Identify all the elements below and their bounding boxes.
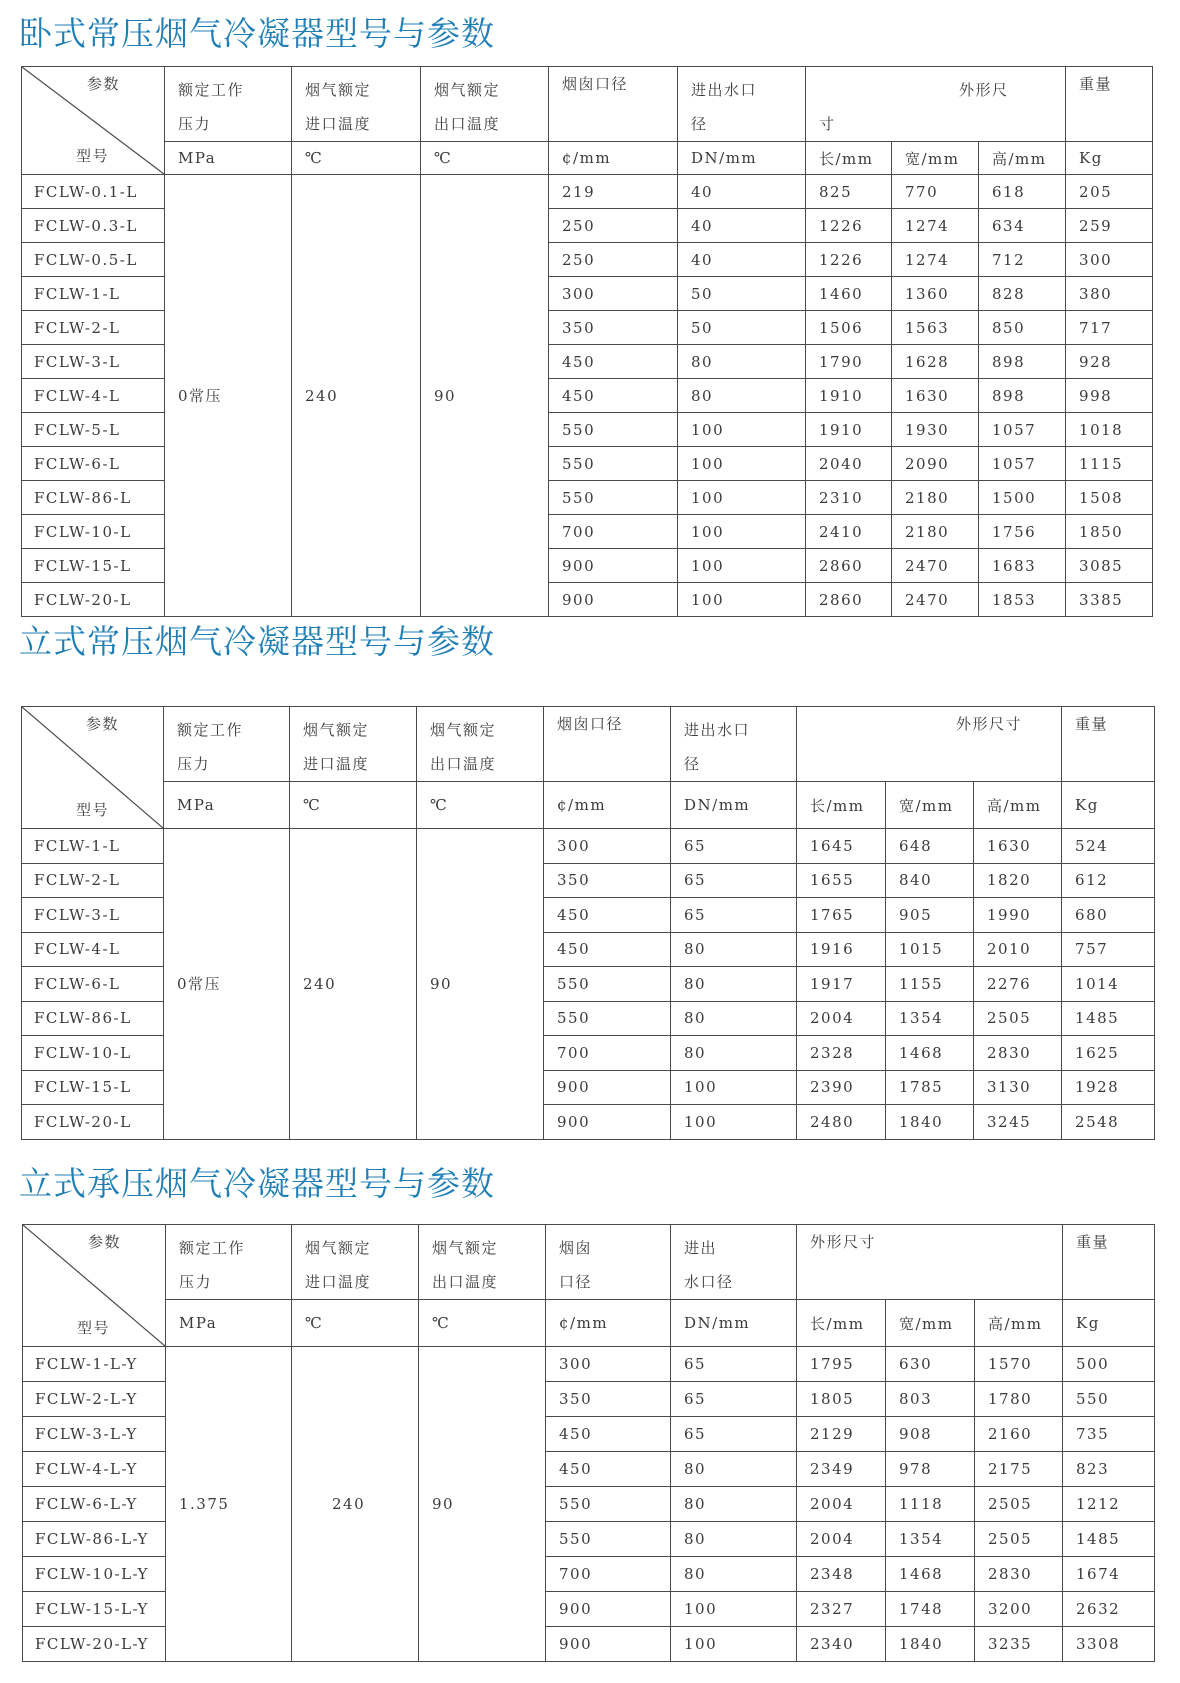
flue-diameter-cell: 550 <box>544 967 671 1002</box>
inlet-temp-cell: 240 <box>292 1347 419 1662</box>
height-cell: 3200 <box>975 1592 1063 1627</box>
water-port-cell: 65 <box>671 898 797 933</box>
water-port-cell: 100 <box>678 549 806 583</box>
height-cell: 898 <box>979 345 1066 379</box>
unit-height: 高/mm <box>974 782 1062 829</box>
model-cell: FCLW-0.1-L <box>22 175 165 209</box>
width-cell: 1468 <box>886 1036 974 1071</box>
width-cell: 1274 <box>892 243 979 277</box>
length-cell: 2327 <box>797 1592 886 1627</box>
unit-flue: ¢/mm <box>549 142 678 175</box>
header-flue: 烟囱口径 <box>544 707 671 782</box>
weight-cell: 823 <box>1063 1452 1155 1487</box>
width-cell: 1840 <box>886 1105 974 1140</box>
weight-cell: 612 <box>1062 863 1155 898</box>
model-cell: FCLW-0.3-L <box>22 209 165 243</box>
param-label: 参数 <box>87 1233 121 1251</box>
water-port-cell: 80 <box>671 1036 797 1071</box>
flue-diameter-cell: 550 <box>544 1001 671 1036</box>
header-pressure: 额定工作 压力 <box>165 67 292 142</box>
weight-cell: 1485 <box>1063 1522 1155 1557</box>
length-cell: 2129 <box>797 1417 886 1452</box>
unit-water: DN/mm <box>671 782 797 829</box>
width-cell: 648 <box>886 829 974 864</box>
water-port-cell: 65 <box>671 1382 797 1417</box>
unit-weight: Kg <box>1062 782 1155 829</box>
model-label: 型号 <box>77 1319 111 1337</box>
header-dims: 外形尺寸 <box>797 707 1062 782</box>
model-cell: FCLW-4-L-Y <box>23 1452 166 1487</box>
height-cell: 2276 <box>974 967 1062 1002</box>
height-cell: 1683 <box>979 549 1066 583</box>
width-cell: 1785 <box>886 1070 974 1105</box>
flue-diameter-cell: 300 <box>546 1347 671 1382</box>
length-cell: 2310 <box>806 481 892 515</box>
length-cell: 1226 <box>806 243 892 277</box>
table-row <box>23 1347 1155 1382</box>
unit-water: DN/mm <box>671 1300 797 1347</box>
weight-cell: 300 <box>1066 243 1153 277</box>
flue-diameter-cell: 700 <box>544 1036 671 1071</box>
water-port-cell: 40 <box>678 243 806 277</box>
width-cell: 2090 <box>892 447 979 481</box>
unit-weight: Kg <box>1066 142 1153 175</box>
length-cell: 2480 <box>797 1105 886 1140</box>
width-cell: 908 <box>886 1417 975 1452</box>
model-cell: FCLW-20-L <box>22 583 165 617</box>
flue-diameter-cell: 900 <box>549 583 678 617</box>
corner-header <box>22 67 165 175</box>
length-cell: 1795 <box>797 1347 886 1382</box>
water-port-cell: 40 <box>678 175 806 209</box>
model-cell: FCLW-6-L <box>22 447 165 481</box>
inlet-temp-cell: 240 <box>290 829 417 1140</box>
width-cell: 630 <box>886 1347 975 1382</box>
height-cell: 3130 <box>974 1070 1062 1105</box>
water-port-cell: 80 <box>678 345 806 379</box>
water-port-cell: 80 <box>671 1522 797 1557</box>
model-cell: FCLW-86-L-Y <box>23 1522 166 1557</box>
height-cell: 1756 <box>979 515 1066 549</box>
flue-diameter-cell: 350 <box>544 863 671 898</box>
weight-cell: 205 <box>1066 175 1153 209</box>
water-port-cell: 80 <box>671 967 797 1002</box>
water-port-cell: 100 <box>678 481 806 515</box>
flue-diameter-cell: 900 <box>546 1592 671 1627</box>
length-cell: 1910 <box>806 379 892 413</box>
weight-cell: 1115 <box>1066 447 1153 481</box>
param-label: 参数 <box>85 715 119 733</box>
flue-diameter-cell: 450 <box>546 1417 671 1452</box>
width-cell: 1628 <box>892 345 979 379</box>
unit-inlet-temp: ℃ <box>292 1300 419 1347</box>
flue-diameter-cell: 550 <box>549 413 678 447</box>
model-cell: FCLW-86-L <box>22 1001 164 1036</box>
pressure-cell: 1.375 <box>166 1347 292 1662</box>
unit-inlet-temp: ℃ <box>290 782 417 829</box>
water-port-cell: 80 <box>671 932 797 967</box>
height-cell: 828 <box>979 277 1066 311</box>
water-port-cell: 100 <box>671 1627 797 1662</box>
length-cell: 1506 <box>806 311 892 345</box>
outlet-temp-cell: 90 <box>419 1347 546 1662</box>
model-cell: FCLW-10-L-Y <box>23 1557 166 1592</box>
unit-width: 宽/mm <box>886 782 974 829</box>
inlet-temp-cell: 240 <box>292 175 421 617</box>
section-title-vertical-pressurized: 立式承压烟气冷凝器型号与参数 <box>19 1164 495 1203</box>
flue-diameter-cell: 250 <box>549 243 678 277</box>
height-cell: 1853 <box>979 583 1066 617</box>
width-cell: 1354 <box>886 1522 975 1557</box>
length-cell: 2860 <box>806 583 892 617</box>
length-cell: 1765 <box>797 898 886 933</box>
header-water: 进出水口 径 <box>671 707 797 782</box>
table-row <box>22 829 1155 864</box>
height-cell: 2160 <box>975 1417 1063 1452</box>
header-pressure: 额定工作 压力 <box>166 1225 292 1300</box>
header-inlet-temp: 烟气额定 进口温度 <box>290 707 417 782</box>
width-cell: 770 <box>892 175 979 209</box>
model-cell: FCLW-15-L <box>22 549 165 583</box>
water-port-cell: 100 <box>678 515 806 549</box>
water-port-cell: 100 <box>678 413 806 447</box>
height-cell: 3245 <box>974 1105 1062 1140</box>
height-cell: 3235 <box>975 1627 1063 1662</box>
water-port-cell: 50 <box>678 311 806 345</box>
water-port-cell: 80 <box>671 1001 797 1036</box>
weight-cell: 757 <box>1062 932 1155 967</box>
height-cell: 898 <box>979 379 1066 413</box>
water-port-cell: 40 <box>678 209 806 243</box>
width-cell: 2470 <box>892 583 979 617</box>
model-cell: FCLW-4-L <box>22 932 164 967</box>
weight-cell: 735 <box>1063 1417 1155 1452</box>
header-dims: 外形尺 寸 <box>806 67 1066 142</box>
weight-cell: 3085 <box>1066 549 1153 583</box>
header-pressure: 额定工作 压力 <box>164 707 290 782</box>
weight-cell: 998 <box>1066 379 1153 413</box>
header-outlet-temp: 烟气额定 出口温度 <box>419 1225 546 1300</box>
width-cell: 1840 <box>886 1627 975 1662</box>
model-cell: FCLW-86-L <box>22 481 165 515</box>
outlet-temp-cell: 90 <box>417 829 544 1140</box>
flue-diameter-cell: 550 <box>549 481 678 515</box>
water-port-cell: 100 <box>671 1070 797 1105</box>
flue-diameter-cell: 350 <box>546 1382 671 1417</box>
model-cell: FCLW-2-L-Y <box>23 1382 166 1417</box>
unit-outlet-temp: ℃ <box>419 1300 546 1347</box>
model-cell: FCLW-3-L <box>22 345 165 379</box>
width-cell: 840 <box>886 863 974 898</box>
water-port-cell: 50 <box>678 277 806 311</box>
header-weight: 重量 <box>1066 67 1153 142</box>
length-cell: 1226 <box>806 209 892 243</box>
length-cell: 1917 <box>797 967 886 1002</box>
flue-diameter-cell: 450 <box>549 345 678 379</box>
model-cell: FCLW-0.5-L <box>22 243 165 277</box>
header-dims: 外形尺寸 <box>797 1225 1063 1300</box>
length-cell: 2040 <box>806 447 892 481</box>
water-port-cell: 100 <box>671 1105 797 1140</box>
unit-pressure: MPa <box>164 782 290 829</box>
flue-diameter-cell: 550 <box>546 1487 671 1522</box>
corner-header <box>22 707 164 829</box>
weight-cell: 550 <box>1063 1382 1155 1417</box>
model-cell: FCLW-10-L <box>22 1036 164 1071</box>
table-row <box>22 175 1153 209</box>
length-cell: 2340 <box>797 1627 886 1662</box>
width-cell: 1155 <box>886 967 974 1002</box>
flue-diameter-cell: 450 <box>544 932 671 967</box>
header-inlet-temp: 烟气额定 进口温度 <box>292 1225 419 1300</box>
height-cell: 1570 <box>975 1347 1063 1382</box>
height-cell: 2505 <box>974 1001 1062 1036</box>
length-cell: 2349 <box>797 1452 886 1487</box>
width-cell: 1630 <box>892 379 979 413</box>
height-cell: 1630 <box>974 829 1062 864</box>
unit-outlet-temp: ℃ <box>421 142 549 175</box>
width-cell: 1930 <box>892 413 979 447</box>
width-cell: 2180 <box>892 515 979 549</box>
model-cell: FCLW-3-L-Y <box>23 1417 166 1452</box>
weight-cell: 1212 <box>1063 1487 1155 1522</box>
section-title-vertical-atmospheric: 立式常压烟气冷凝器型号与参数 <box>19 622 495 661</box>
unit-pressure: MPa <box>165 142 292 175</box>
length-cell: 1916 <box>797 932 886 967</box>
width-cell: 905 <box>886 898 974 933</box>
flue-diameter-cell: 900 <box>544 1070 671 1105</box>
weight-cell: 1625 <box>1062 1036 1155 1071</box>
length-cell: 1645 <box>797 829 886 864</box>
flue-diameter-cell: 900 <box>544 1105 671 1140</box>
unit-length: 长/mm <box>797 1300 886 1347</box>
weight-cell: 3385 <box>1066 583 1153 617</box>
unit-outlet-temp: ℃ <box>417 782 544 829</box>
water-port-cell: 80 <box>671 1557 797 1592</box>
spec-table-horizontal-atmospheric <box>21 66 1153 617</box>
flue-diameter-cell: 900 <box>546 1627 671 1662</box>
length-cell: 2390 <box>797 1070 886 1105</box>
unit-weight: Kg <box>1063 1300 1155 1347</box>
header-weight: 重量 <box>1063 1225 1155 1300</box>
water-port-cell: 65 <box>671 1347 797 1382</box>
width-cell: 1015 <box>886 932 974 967</box>
water-port-cell: 65 <box>671 1417 797 1452</box>
weight-cell: 1850 <box>1066 515 1153 549</box>
model-cell: FCLW-5-L <box>22 413 165 447</box>
length-cell: 2004 <box>797 1001 886 1036</box>
flue-diameter-cell: 350 <box>549 311 678 345</box>
water-port-cell: 80 <box>671 1487 797 1522</box>
outlet-temp-cell: 90 <box>421 175 549 617</box>
unit-length: 长/mm <box>806 142 892 175</box>
height-cell: 1780 <box>975 1382 1063 1417</box>
height-cell: 1057 <box>979 413 1066 447</box>
weight-cell: 1485 <box>1062 1001 1155 1036</box>
model-cell: FCLW-20-L-Y <box>23 1627 166 1662</box>
water-port-cell: 100 <box>671 1592 797 1627</box>
water-port-cell: 100 <box>678 447 806 481</box>
model-cell: FCLW-1-L <box>22 277 165 311</box>
height-cell: 2010 <box>974 932 1062 967</box>
section-title-horizontal-atmospheric: 卧式常压烟气冷凝器型号与参数 <box>19 14 495 53</box>
weight-cell: 380 <box>1066 277 1153 311</box>
width-cell: 1354 <box>886 1001 974 1036</box>
header-water: 进出 水口径 <box>671 1225 797 1300</box>
length-cell: 2004 <box>797 1487 886 1522</box>
weight-cell: 680 <box>1062 898 1155 933</box>
model-cell: FCLW-10-L <box>22 515 165 549</box>
water-port-cell: 80 <box>678 379 806 413</box>
height-cell: 1820 <box>974 863 1062 898</box>
width-cell: 1748 <box>886 1592 975 1627</box>
unit-height: 高/mm <box>975 1300 1063 1347</box>
water-port-cell: 80 <box>671 1452 797 1487</box>
width-cell: 2470 <box>892 549 979 583</box>
model-cell: FCLW-3-L <box>22 898 164 933</box>
header-flue: 烟囱口径 <box>549 67 678 142</box>
length-cell: 2328 <box>797 1036 886 1071</box>
height-cell: 1990 <box>974 898 1062 933</box>
model-label: 型号 <box>76 801 110 819</box>
corner-header <box>23 1225 166 1347</box>
width-cell: 1118 <box>886 1487 975 1522</box>
flue-diameter-cell: 219 <box>549 175 678 209</box>
flue-diameter-cell: 450 <box>549 379 678 413</box>
height-cell: 2505 <box>975 1487 1063 1522</box>
water-port-cell: 65 <box>671 863 797 898</box>
flue-diameter-cell: 550 <box>549 447 678 481</box>
length-cell: 1910 <box>806 413 892 447</box>
width-cell: 1360 <box>892 277 979 311</box>
weight-cell: 2548 <box>1062 1105 1155 1140</box>
flue-diameter-cell: 700 <box>546 1557 671 1592</box>
flue-diameter-cell: 250 <box>549 209 678 243</box>
pressure-cell: 0常压 <box>164 829 290 1140</box>
flue-diameter-cell: 450 <box>546 1452 671 1487</box>
flue-diameter-cell: 450 <box>544 898 671 933</box>
length-cell: 2004 <box>797 1522 886 1557</box>
model-cell: FCLW-2-L <box>22 311 165 345</box>
spec-table-vertical-atmospheric <box>21 706 1155 1140</box>
water-port-cell: 100 <box>678 583 806 617</box>
unit-water: DN/mm <box>678 142 806 175</box>
length-cell: 1460 <box>806 277 892 311</box>
model-cell: FCLW-1-L-Y <box>23 1347 166 1382</box>
flue-diameter-cell: 550 <box>546 1522 671 1557</box>
width-cell: 1563 <box>892 311 979 345</box>
flue-diameter-cell: 300 <box>544 829 671 864</box>
weight-cell: 1674 <box>1063 1557 1155 1592</box>
height-cell: 850 <box>979 311 1066 345</box>
header-outlet-temp: 烟气额定 出口温度 <box>417 707 544 782</box>
model-cell: FCLW-15-L-Y <box>23 1592 166 1627</box>
flue-diameter-cell: 700 <box>549 515 678 549</box>
height-cell: 712 <box>979 243 1066 277</box>
weight-cell: 2632 <box>1063 1592 1155 1627</box>
height-cell: 1057 <box>979 447 1066 481</box>
unit-length: 长/mm <box>797 782 886 829</box>
model-cell: FCLW-2-L <box>22 863 164 898</box>
weight-cell: 259 <box>1066 209 1153 243</box>
unit-flue: ¢/mm <box>546 1300 671 1347</box>
weight-cell: 3308 <box>1063 1627 1155 1662</box>
model-cell: FCLW-4-L <box>22 379 165 413</box>
length-cell: 2410 <box>806 515 892 549</box>
length-cell: 1790 <box>806 345 892 379</box>
header-weight: 重量 <box>1062 707 1155 782</box>
length-cell: 825 <box>806 175 892 209</box>
model-cell: FCLW-6-L <box>22 967 164 1002</box>
header-water: 进出水口 径 <box>678 67 806 142</box>
weight-cell: 717 <box>1066 311 1153 345</box>
model-cell: FCLW-20-L <box>22 1105 164 1140</box>
weight-cell: 1014 <box>1062 967 1155 1002</box>
header-outlet-temp: 烟气额定 出口温度 <box>421 67 549 142</box>
unit-height: 高/mm <box>979 142 1066 175</box>
height-cell: 2175 <box>975 1452 1063 1487</box>
width-cell: 1274 <box>892 209 979 243</box>
length-cell: 2348 <box>797 1557 886 1592</box>
weight-cell: 1508 <box>1066 481 1153 515</box>
unit-inlet-temp: ℃ <box>292 142 421 175</box>
model-cell: FCLW-6-L-Y <box>23 1487 166 1522</box>
height-cell: 2830 <box>974 1036 1062 1071</box>
unit-pressure: MPa <box>166 1300 292 1347</box>
height-cell: 618 <box>979 175 1066 209</box>
pressure-cell: 0常压 <box>165 175 292 617</box>
weight-cell: 524 <box>1062 829 1155 864</box>
spec-table-vertical-pressurized <box>22 1224 1155 1662</box>
height-cell: 2505 <box>975 1522 1063 1557</box>
length-cell: 2860 <box>806 549 892 583</box>
model-cell: FCLW-15-L <box>22 1070 164 1105</box>
unit-width: 宽/mm <box>886 1300 975 1347</box>
model-label: 型号 <box>76 147 110 165</box>
width-cell: 978 <box>886 1452 975 1487</box>
param-label: 参数 <box>86 75 120 93</box>
flue-diameter-cell: 300 <box>549 277 678 311</box>
weight-cell: 1018 <box>1066 413 1153 447</box>
unit-width: 宽/mm <box>892 142 979 175</box>
height-cell: 1500 <box>979 481 1066 515</box>
width-cell: 1468 <box>886 1557 975 1592</box>
flue-diameter-cell: 900 <box>549 549 678 583</box>
length-cell: 1655 <box>797 863 886 898</box>
width-cell: 803 <box>886 1382 975 1417</box>
weight-cell: 928 <box>1066 345 1153 379</box>
water-port-cell: 65 <box>671 829 797 864</box>
header-inlet-temp: 烟气额定 进口温度 <box>292 67 421 142</box>
width-cell: 2180 <box>892 481 979 515</box>
model-cell: FCLW-1-L <box>22 829 164 864</box>
length-cell: 1805 <box>797 1382 886 1417</box>
weight-cell: 1928 <box>1062 1070 1155 1105</box>
height-cell: 2830 <box>975 1557 1063 1592</box>
weight-cell: 500 <box>1063 1347 1155 1382</box>
header-flue: 烟囱 口径 <box>546 1225 671 1300</box>
unit-flue: ¢/mm <box>544 782 671 829</box>
height-cell: 634 <box>979 209 1066 243</box>
